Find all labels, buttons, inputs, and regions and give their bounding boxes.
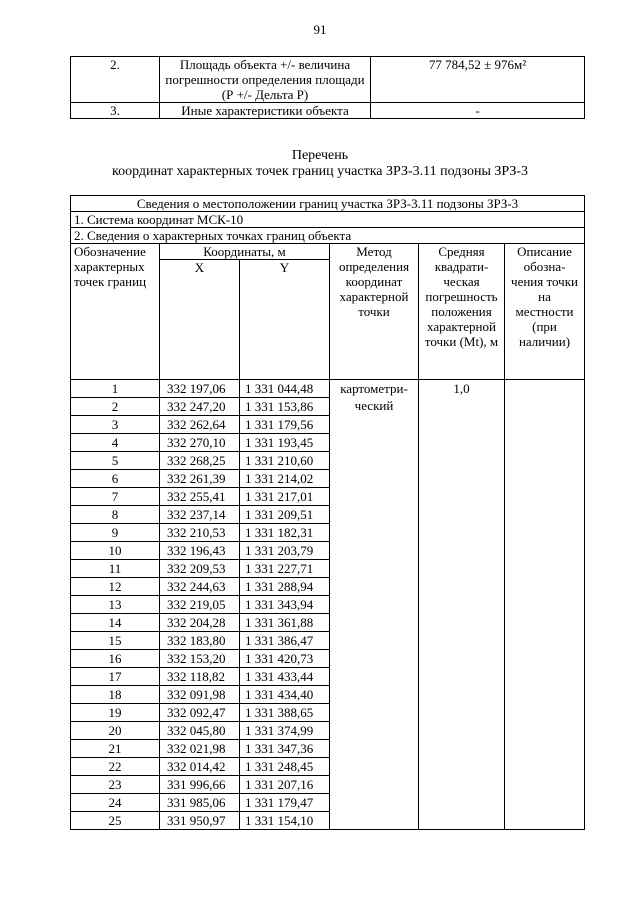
point-x: 332 118,82 <box>160 668 240 686</box>
table-title: Сведения о местоположении границ участка ЗРЗ-3.11 подзоны ЗРЗ-3 <box>71 196 585 212</box>
point-x: 332 196,43 <box>160 542 240 560</box>
point-x: 331 985,06 <box>160 794 240 812</box>
point-number: 2 <box>71 398 160 416</box>
header-designation: Обозначение характерных точек границ <box>71 244 160 380</box>
point-y: 1 331 207,16 <box>240 776 330 794</box>
point-number: 11 <box>71 560 160 578</box>
point-number: 5 <box>71 452 160 470</box>
point-number: 20 <box>71 722 160 740</box>
point-y: 1 331 210,60 <box>240 452 330 470</box>
point-number: 24 <box>71 794 160 812</box>
point-y: 1 331 044,48 <box>240 380 330 398</box>
point-number: 8 <box>71 506 160 524</box>
page-number: 91 <box>313 22 327 37</box>
header-error: Средняя квадрати-ческая погрешность положения характерной точки (Мt), м <box>419 244 505 380</box>
point-number: 23 <box>71 776 160 794</box>
row-label: Иные характеристики объекта <box>160 103 371 119</box>
point-y: 1 331 347,36 <box>240 740 330 758</box>
point-x: 332 270,10 <box>160 434 240 452</box>
point-number: 14 <box>71 614 160 632</box>
point-x: 331 996,66 <box>160 776 240 794</box>
description-value <box>505 380 585 830</box>
point-x: 332 261,39 <box>160 470 240 488</box>
point-number: 17 <box>71 668 160 686</box>
point-x: 332 183,80 <box>160 632 240 650</box>
point-y: 1 331 179,47 <box>240 794 330 812</box>
point-number: 16 <box>71 650 160 668</box>
row-number: 3. <box>71 103 160 119</box>
point-number: 9 <box>71 524 160 542</box>
point-y: 1 331 374,99 <box>240 722 330 740</box>
point-x: 332 237,14 <box>160 506 240 524</box>
point-y: 1 331 209,51 <box>240 506 330 524</box>
point-y: 1 331 248,45 <box>240 758 330 776</box>
row-label: Площадь объекта +/- величина погрешности определения площади (Р +/- Дельта Р) <box>160 57 371 103</box>
point-x: 332 268,25 <box>160 452 240 470</box>
point-x: 331 950,97 <box>160 812 240 830</box>
point-y: 1 331 153,86 <box>240 398 330 416</box>
point-y: 1 331 203,79 <box>240 542 330 560</box>
point-number: 13 <box>71 596 160 614</box>
point-x: 332 197,06 <box>160 380 240 398</box>
list-subheading: координат характерных точек границ участка ЗРЗ-3.11 подзоны ЗРЗ-3 <box>111 164 529 179</box>
header-coords: Координаты, м <box>160 244 330 260</box>
point-x: 332 247,20 <box>160 398 240 416</box>
point-y: 1 331 361,88 <box>240 614 330 632</box>
point-y: 1 331 388,65 <box>240 704 330 722</box>
point-y: 1 331 420,73 <box>240 650 330 668</box>
point-number: 15 <box>71 632 160 650</box>
row-value: 77 784,52 ± 976м² <box>371 57 585 103</box>
coordinates-table <box>70 195 585 830</box>
point-x: 332 210,53 <box>160 524 240 542</box>
point-y: 1 331 193,45 <box>240 434 330 452</box>
table-row <box>71 380 585 398</box>
error-value: 1,0 <box>419 380 505 830</box>
point-x: 332 204,28 <box>160 614 240 632</box>
point-number: 3 <box>71 416 160 434</box>
point-y: 1 331 343,94 <box>240 596 330 614</box>
point-y: 1 331 227,71 <box>240 560 330 578</box>
point-number: 19 <box>71 704 160 722</box>
point-x: 332 255,41 <box>160 488 240 506</box>
point-number: 1 <box>71 380 160 398</box>
point-x: 332 244,63 <box>160 578 240 596</box>
header-x: X <box>160 260 240 380</box>
point-x: 332 219,05 <box>160 596 240 614</box>
point-y: 1 331 182,31 <box>240 524 330 542</box>
point-y: 1 331 154,10 <box>240 812 330 830</box>
points-section-title: 2. Сведения о характерных точках границ объекта <box>71 228 585 244</box>
point-number: 12 <box>71 578 160 596</box>
object-characteristics-table <box>70 56 585 119</box>
point-x: 332 045,80 <box>160 722 240 740</box>
header-method: Метод определения координат характерной точки <box>330 244 419 380</box>
coordinate-system: 1. Система координат МСК-10 <box>71 212 585 228</box>
point-x: 332 153,20 <box>160 650 240 668</box>
point-number: 22 <box>71 758 160 776</box>
point-y: 1 331 434,40 <box>240 686 330 704</box>
point-x: 332 091,98 <box>160 686 240 704</box>
point-number: 7 <box>71 488 160 506</box>
header-description: Описание обозна-чения точки на местности (при наличии) <box>505 244 585 380</box>
point-x: 332 262,64 <box>160 416 240 434</box>
method-value: картометри-ческий <box>330 380 419 830</box>
point-y: 1 331 433,44 <box>240 668 330 686</box>
list-heading: Перечень <box>291 148 349 163</box>
point-number: 21 <box>71 740 160 758</box>
point-number: 10 <box>71 542 160 560</box>
row-value: - <box>371 103 585 119</box>
point-x: 332 092,47 <box>160 704 240 722</box>
point-number: 18 <box>71 686 160 704</box>
point-y: 1 331 179,56 <box>240 416 330 434</box>
point-number: 4 <box>71 434 160 452</box>
point-number: 6 <box>71 470 160 488</box>
point-x: 332 014,42 <box>160 758 240 776</box>
point-y: 1 331 217,01 <box>240 488 330 506</box>
point-y: 1 331 214,02 <box>240 470 330 488</box>
point-x: 332 021,98 <box>160 740 240 758</box>
point-y: 1 331 386,47 <box>240 632 330 650</box>
row-number: 2. <box>71 57 160 103</box>
point-y: 1 331 288,94 <box>240 578 330 596</box>
table-row <box>71 103 585 119</box>
header-y: Y <box>240 260 330 380</box>
point-x: 332 209,53 <box>160 560 240 578</box>
table-row <box>71 57 585 103</box>
point-number: 25 <box>71 812 160 830</box>
